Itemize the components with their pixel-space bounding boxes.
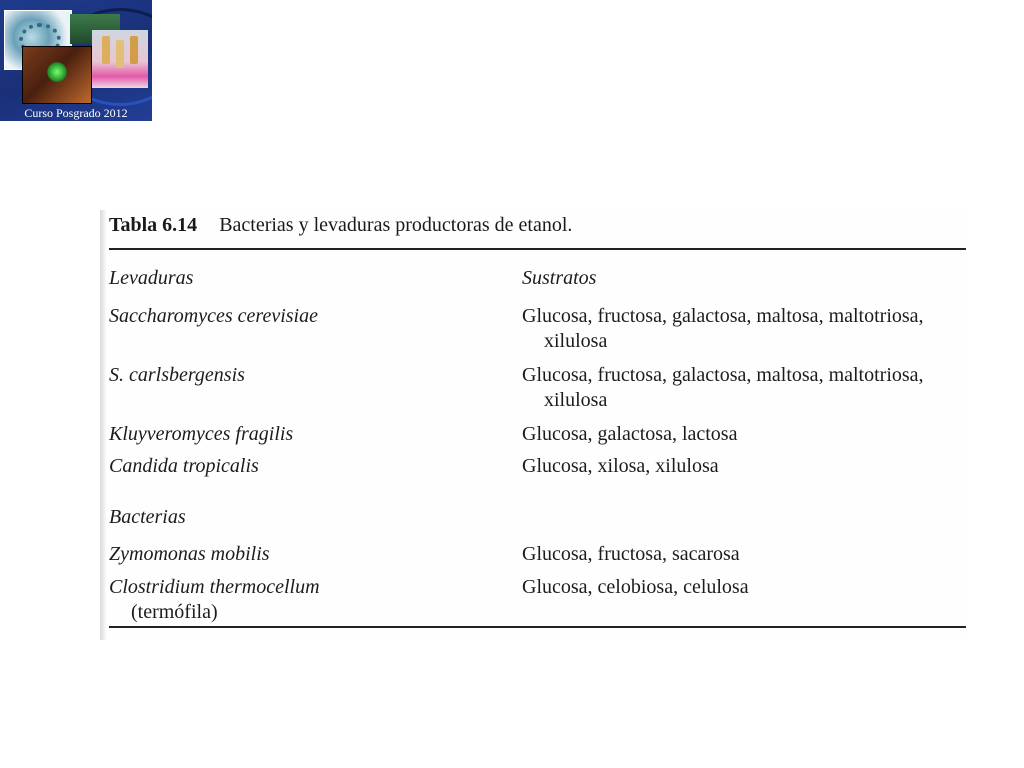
table-row-organism: Kluyveromyces fragilis	[109, 423, 294, 445]
table-row-substrates: Glucosa, galactosa, lactosa	[522, 423, 738, 445]
table-caption: Bacterias y levaduras productoras de etanol.	[219, 214, 573, 236]
table-row-substrates: Glucosa, celobiosa, celulosa	[522, 576, 749, 598]
header-sustratos: Sustratos	[522, 267, 597, 289]
table-row-substrates: Glucosa, xilosa, xilulosa	[522, 455, 719, 477]
table-row-substrates: Glucosa, fructosa, galactosa, maltosa, maltotriosa,	[522, 364, 924, 386]
logo-caption: Curso Posgrado 2012	[24, 106, 128, 120]
scanned-table	[100, 210, 966, 640]
table-top-rule	[109, 248, 966, 250]
table-row-organism: Saccharomyces cerevisiae	[109, 305, 318, 327]
table-title	[109, 214, 572, 237]
table-row-substrates: Glucosa, fructosa, galactosa, maltosa, maltotriosa,	[522, 305, 924, 327]
section-heading-bacterias: Bacterias	[109, 506, 186, 528]
page-edge-shadow	[100, 210, 106, 640]
table-bottom-rule	[109, 626, 966, 628]
table-row-organism: Zymomonas mobilis	[109, 543, 270, 565]
logo-cell-image	[22, 46, 92, 104]
table-row-substrates: Glucosa, fructosa, sacarosa	[522, 543, 740, 565]
table-row-organism: Clostridium thermocellum	[109, 576, 320, 598]
table-number: Tabla 6.14	[109, 214, 198, 236]
table-row-substrates-cont: xilulosa	[544, 330, 608, 352]
table-row-substrates-cont: xilulosa	[544, 389, 608, 411]
logo-lab-flasks-image	[92, 30, 148, 88]
header-levaduras: Levaduras	[109, 267, 194, 289]
table-row-organism: Candida tropicalis	[109, 455, 259, 477]
table-row-organism: S. carlsbergensis	[109, 364, 245, 386]
course-logo	[0, 0, 152, 121]
table-row-organism-note: (termófila)	[131, 601, 218, 623]
